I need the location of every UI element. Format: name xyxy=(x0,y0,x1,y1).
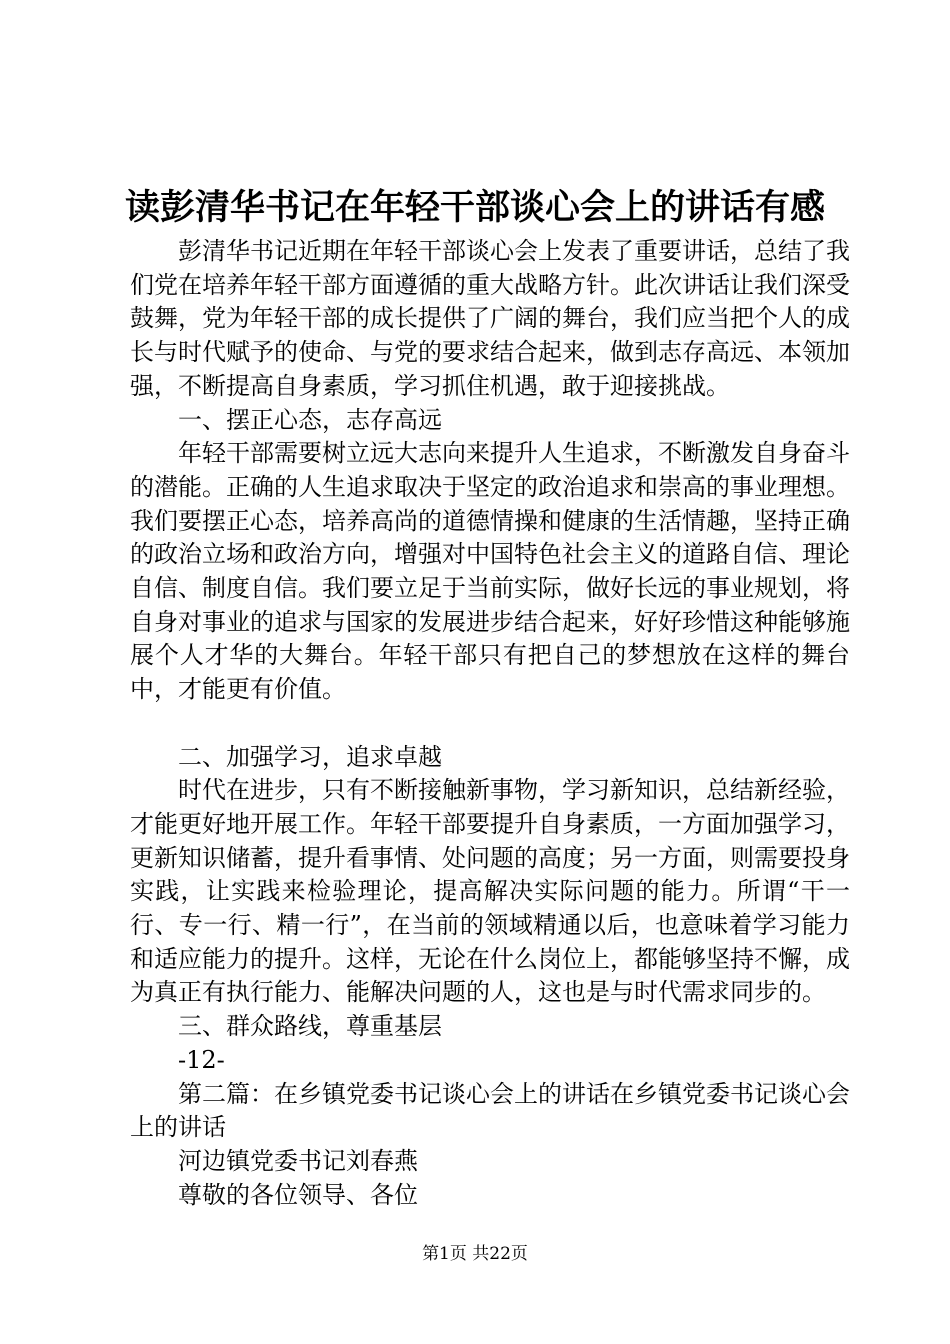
page-marker: -12- xyxy=(178,1045,225,1074)
salutation-line: 尊敬的各位领导、各位 xyxy=(178,1180,418,1209)
page-footer: 第1页 共22页 xyxy=(422,1244,528,1264)
document-body xyxy=(130,235,850,1212)
blank-line xyxy=(130,707,850,741)
part-2-title: 第二篇：在乡镇党委书记谈心会上的讲话在乡镇党委书记谈心会上的讲话 xyxy=(130,1079,850,1142)
section-heading-2: 二、加强学习，追求卓越 xyxy=(178,742,442,771)
section-1-paragraph: 年轻干部需要树立远大志向来提升人生追求，不断激发自身奋斗的潜能。正确的人生追求取决于坚定的政治追求和崇高的事业理想。我们要摆正心态，培养高尚的道德情操和健康的生活情趣，坚持正确的政治立场和政治方向，增强对中国特色社会主义的道路自信、理论自信、制度自信。我们要立足于当前实际，做好长远的事业规划，将自身对事业的追求与国家的发展进步结合起来，好好珍惜这种能够施展个人才华的大舞台。年轻干部只有把自己的梦想放在这样的舞台中，才能更有价值。 xyxy=(130,439,850,704)
section-2-paragraph: 时代在进步，只有不断接触新事物，学习新知识，总结新经验，才能更好地开展工作。年轻干部要提升自身素质，一方面加强学习，更新知识储蓄，提升看事情、处问题的高度；另一方面，则需要投身实践，让实践来检验理论，提高解决实际问题的能力。所谓“干一行、专一行、精一行”，在当前的领域精通以后，也意味着学习能力和适应能力的提升。这样，无论在什么岗位上，都能够坚持不懈，成为真正有执行能力、能解决问题的人，这也是与时代需求同步的。 xyxy=(130,776,850,1007)
author-line: 河边镇党委书记刘春燕 xyxy=(178,1146,418,1175)
document-title: 读彭清华书记在年轻干部谈心会上的讲话有感 xyxy=(124,187,825,228)
intro-paragraph: 彭清华书记近期在年轻干部谈心会上发表了重要讲话，总结了我们党在培养年轻干部方面遵循的重大战略方针。此次讲话让我们深受鼓舞，党为年轻干部的成长提供了广阔的舞台，我们应当把个人的成长与时代赋予的使命、与党的要求结合起来，做到志存高远、本领加强，不断提高自身素质，学习抓住机遇，敢于迎接挑战。 xyxy=(130,237,850,400)
section-heading-3: 三、群众路线，尊重基层 xyxy=(178,1012,442,1041)
section-heading-1: 一、摆正心态，志存高远 xyxy=(178,405,442,434)
